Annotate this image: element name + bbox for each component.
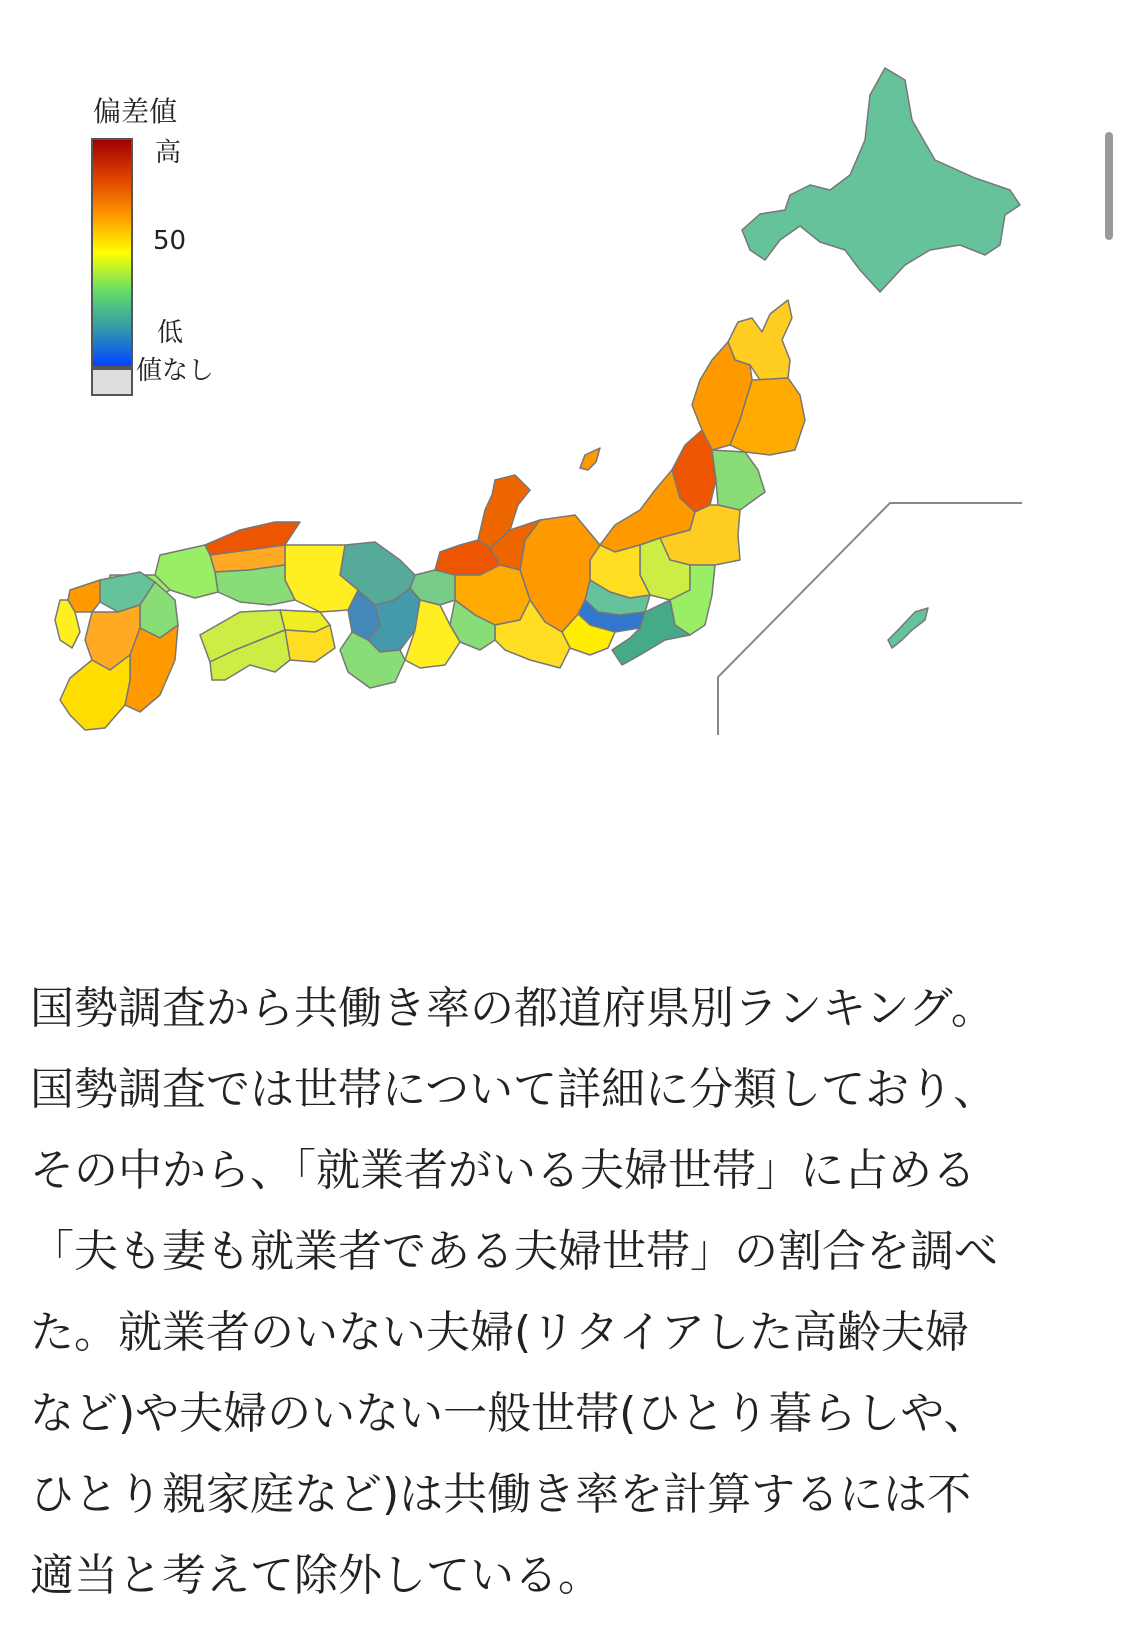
region-okayama <box>215 565 295 605</box>
region-hokkaido <box>742 68 1020 292</box>
scrollbar-thumb[interactable] <box>1105 132 1113 240</box>
legend-mid-label: 50 <box>153 226 187 256</box>
region-okinawa <box>888 608 928 648</box>
region-sado <box>580 448 600 470</box>
article-line: 「夫も妻も就業者である夫婦世帯」の割合を調べ <box>30 1226 998 1277</box>
legend-nodata-label: 値なし <box>136 356 215 386</box>
choropleth-map <box>0 0 1125 800</box>
article-line: 国勢調査から共働き率の都道府県別ランキング。 <box>30 983 995 1034</box>
article-line: など)や夫婦のいない一般世帯(ひとり暮らしや、 <box>30 1388 988 1439</box>
region-kagoshima <box>60 655 130 730</box>
inset-frame <box>718 503 1022 735</box>
article-line: た。就業者のいない夫婦(リタイアした高齢夫婦 <box>30 1307 969 1358</box>
legend-low-label: 低 <box>157 318 184 348</box>
region-miyagi <box>712 450 765 510</box>
article-line: ひとり親家庭など)は共働き率を計算するには不 <box>30 1469 972 1520</box>
legend-nodata-swatch <box>91 368 133 396</box>
article-body <box>30 968 1105 1616</box>
legend-color-bar <box>91 138 133 368</box>
legend-high-label: 高 <box>155 138 182 168</box>
article-line: 国勢調査では世帯について詳細に分類しており、 <box>30 1064 998 1115</box>
article-line: その中から、「就業者がいる夫婦世帯」に占める <box>30 1145 976 1196</box>
legend-title: 偏差値 <box>93 95 178 128</box>
article-line: 適当と考えて除外している。 <box>30 1550 602 1601</box>
